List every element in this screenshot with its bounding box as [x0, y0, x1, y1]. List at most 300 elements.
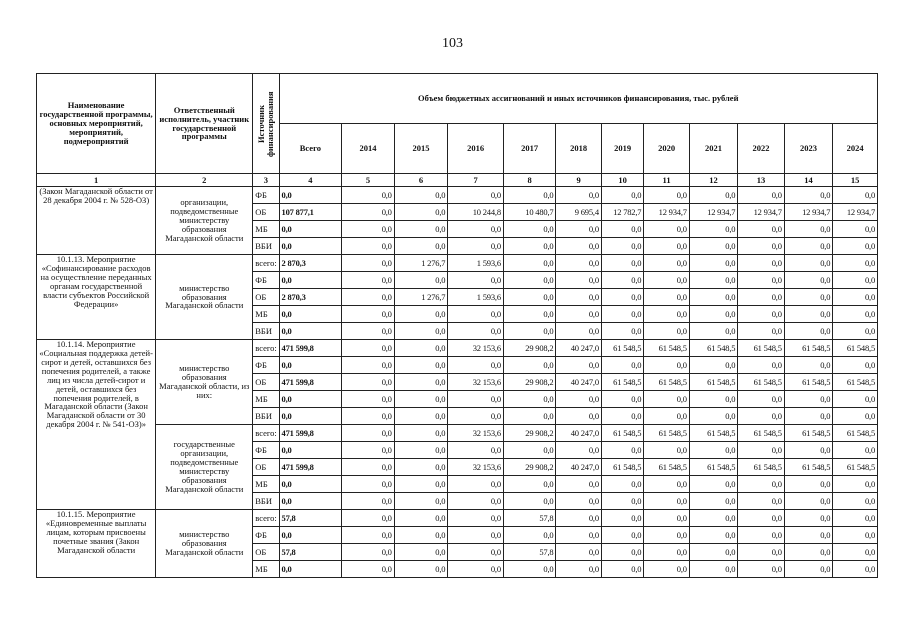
year-value: 0,0 [601, 255, 643, 272]
year-value: 61 548,5 [601, 425, 643, 442]
year-value: 0,0 [689, 187, 738, 204]
year-value: 0,0 [342, 238, 395, 255]
year-value: 0,0 [503, 272, 556, 289]
year-value: 0,0 [833, 255, 878, 272]
year-value: 61 548,5 [784, 459, 833, 476]
column-number: 8 [503, 174, 556, 187]
column-number: 4 [279, 174, 342, 187]
year-value: 0,0 [833, 493, 878, 510]
total-value: 0,0 [279, 561, 342, 578]
year-value: 61 548,5 [644, 374, 689, 391]
year-value: 12 782,7 [601, 204, 643, 221]
header-year: 2018 [556, 124, 601, 174]
year-value: 29 908,2 [503, 459, 556, 476]
year-value: 0,0 [601, 391, 643, 408]
year-value: 32 153,6 [448, 425, 504, 442]
year-value: 0,0 [394, 306, 448, 323]
year-value: 0,0 [738, 510, 784, 527]
total-value: 0,0 [279, 391, 342, 408]
year-value: 0,0 [394, 561, 448, 578]
year-value: 0,0 [503, 255, 556, 272]
year-value: 0,0 [394, 187, 448, 204]
executor-cell: государственные организации, подведомственные министерству образования Магаданской области [156, 425, 253, 510]
year-value: 0,0 [342, 442, 395, 459]
executor-cell: министерство образования Магаданской области, из них: [156, 340, 253, 425]
year-value: 0,0 [394, 340, 448, 357]
year-value: 0,0 [833, 391, 878, 408]
year-value: 0,0 [689, 323, 738, 340]
total-value: 0,0 [279, 187, 342, 204]
header-year: 2016 [448, 124, 504, 174]
header-year: 2019 [601, 124, 643, 174]
total-value: 0,0 [279, 323, 342, 340]
year-value: 0,0 [556, 391, 601, 408]
column-number: 13 [738, 174, 784, 187]
year-value: 0,0 [556, 544, 601, 561]
year-value: 0,0 [342, 255, 395, 272]
year-value: 0,0 [342, 459, 395, 476]
funding-source: ОБ [253, 544, 279, 561]
year-value: 0,0 [644, 510, 689, 527]
year-value: 61 548,5 [644, 459, 689, 476]
year-value: 0,0 [394, 527, 448, 544]
total-value: 0,0 [279, 238, 342, 255]
funding-source: всего: [253, 255, 279, 272]
column-number: 9 [556, 174, 601, 187]
year-value: 0,0 [784, 187, 833, 204]
year-value: 0,0 [833, 357, 878, 374]
header-executor: Ответственный исполнитель, участник государственной программы [156, 74, 253, 174]
year-value: 0,0 [689, 391, 738, 408]
year-value: 0,0 [784, 510, 833, 527]
funding-source: ФБ [253, 527, 279, 544]
total-value: 0,0 [279, 476, 342, 493]
year-value: 0,0 [689, 527, 738, 544]
year-value: 57,8 [503, 510, 556, 527]
year-value: 0,0 [644, 306, 689, 323]
year-value: 0,0 [342, 408, 395, 425]
year-value: 0,0 [738, 493, 784, 510]
header-total: Всего [279, 124, 342, 174]
year-value: 0,0 [784, 527, 833, 544]
year-value: 0,0 [448, 187, 504, 204]
year-value: 61 548,5 [833, 340, 878, 357]
table-row [37, 340, 878, 357]
year-value: 0,0 [448, 272, 504, 289]
year-value: 0,0 [644, 289, 689, 306]
year-value: 0,0 [342, 221, 395, 238]
funding-source: всего: [253, 425, 279, 442]
year-value: 40 247,0 [556, 459, 601, 476]
year-value: 61 548,5 [833, 374, 878, 391]
year-value: 0,0 [738, 187, 784, 204]
year-value: 0,0 [784, 289, 833, 306]
funding-source: ФБ [253, 357, 279, 374]
year-value: 0,0 [601, 408, 643, 425]
year-value: 29 908,2 [503, 374, 556, 391]
year-value: 0,0 [689, 408, 738, 425]
year-value: 0,0 [601, 561, 643, 578]
year-value: 0,0 [342, 425, 395, 442]
year-value: 0,0 [394, 510, 448, 527]
year-value: 0,0 [833, 221, 878, 238]
year-value: 61 548,5 [784, 340, 833, 357]
year-value: 0,0 [448, 561, 504, 578]
year-value: 0,0 [394, 238, 448, 255]
year-value: 29 908,2 [503, 340, 556, 357]
year-value: 0,0 [784, 544, 833, 561]
year-value: 0,0 [738, 238, 784, 255]
total-value: 0,0 [279, 272, 342, 289]
year-value: 0,0 [689, 289, 738, 306]
year-value: 1 593,6 [448, 289, 504, 306]
year-value: 0,0 [556, 357, 601, 374]
year-value: 0,0 [689, 238, 738, 255]
year-value: 57,8 [503, 544, 556, 561]
year-value: 0,0 [394, 272, 448, 289]
year-value: 0,0 [503, 289, 556, 306]
year-value: 1 276,7 [394, 255, 448, 272]
total-value: 471 599,8 [279, 374, 342, 391]
year-value: 0,0 [644, 561, 689, 578]
funding-source: ФБ [253, 187, 279, 204]
year-value: 0,0 [833, 561, 878, 578]
year-value: 61 548,5 [738, 340, 784, 357]
year-value: 0,0 [601, 544, 643, 561]
year-value: 0,0 [738, 442, 784, 459]
year-value: 0,0 [601, 357, 643, 374]
year-value: 0,0 [394, 391, 448, 408]
year-value: 0,0 [644, 187, 689, 204]
year-value: 0,0 [644, 493, 689, 510]
year-value: 0,0 [644, 476, 689, 493]
year-value: 0,0 [394, 476, 448, 493]
year-value: 0,0 [738, 357, 784, 374]
year-value: 0,0 [738, 544, 784, 561]
total-value: 0,0 [279, 357, 342, 374]
year-value: 0,0 [394, 544, 448, 561]
year-value: 0,0 [644, 357, 689, 374]
header-year: 2023 [784, 124, 833, 174]
year-value: 61 548,5 [738, 374, 784, 391]
year-value: 0,0 [601, 493, 643, 510]
year-value: 0,0 [448, 544, 504, 561]
total-value: 57,8 [279, 510, 342, 527]
year-value: 0,0 [503, 187, 556, 204]
year-value: 0,0 [601, 238, 643, 255]
year-value: 0,0 [601, 187, 643, 204]
total-value: 0,0 [279, 493, 342, 510]
year-value: 0,0 [342, 187, 395, 204]
year-value: 0,0 [556, 238, 601, 255]
year-value: 0,0 [689, 510, 738, 527]
header-budget-volume: Объем бюджетных ассигнований и иных источников финансирования, тыс. рублей [279, 74, 877, 124]
year-value: 10 244,8 [448, 204, 504, 221]
year-value: 0,0 [689, 306, 738, 323]
year-value: 0,0 [342, 510, 395, 527]
year-value: 29 908,2 [503, 425, 556, 442]
column-number: 7 [448, 174, 504, 187]
executor-cell: министерство образования Магаданской области [156, 255, 253, 340]
year-value: 0,0 [503, 476, 556, 493]
year-value: 0,0 [503, 238, 556, 255]
year-value: 0,0 [342, 476, 395, 493]
year-value: 0,0 [689, 493, 738, 510]
year-value: 0,0 [556, 476, 601, 493]
year-value: 0,0 [738, 221, 784, 238]
year-value: 0,0 [738, 323, 784, 340]
year-value: 0,0 [448, 476, 504, 493]
year-value: 0,0 [601, 221, 643, 238]
year-value: 0,0 [342, 493, 395, 510]
table-row [37, 255, 878, 272]
year-value: 0,0 [689, 476, 738, 493]
year-value: 0,0 [689, 442, 738, 459]
year-value: 0,0 [833, 289, 878, 306]
year-value: 12 934,7 [784, 204, 833, 221]
year-value: 0,0 [503, 391, 556, 408]
program-name-cell: 10.1.14. Мероприятие «Социальная поддержка детей-сирот и детей, оставшихся без попечения родителей, а также лиц из числа детей-сирот и детей, оставшихся без попечения родителей, в Магаданской области (Закон Магаданской области от 30 декабря 2004 г. № 541-ОЗ)» [37, 340, 156, 510]
year-value: 0,0 [448, 510, 504, 527]
year-value: 0,0 [342, 561, 395, 578]
funding-source: всего: [253, 340, 279, 357]
year-value: 0,0 [784, 272, 833, 289]
year-value: 0,0 [556, 561, 601, 578]
column-number: 1 [37, 174, 156, 187]
year-value: 0,0 [601, 527, 643, 544]
year-value: 0,0 [342, 544, 395, 561]
year-value: 61 548,5 [601, 459, 643, 476]
year-value: 61 548,5 [689, 459, 738, 476]
funding-source: МБ [253, 391, 279, 408]
year-value: 1 593,6 [448, 255, 504, 272]
funding-source: ВБИ [253, 408, 279, 425]
funding-source: ВБИ [253, 238, 279, 255]
year-value: 0,0 [601, 510, 643, 527]
year-value: 0,0 [738, 289, 784, 306]
year-value: 0,0 [784, 357, 833, 374]
year-value: 0,0 [448, 493, 504, 510]
year-value: 0,0 [784, 391, 833, 408]
year-value: 0,0 [448, 527, 504, 544]
year-value: 0,0 [448, 238, 504, 255]
header-year: 2017 [503, 124, 556, 174]
year-value: 0,0 [394, 493, 448, 510]
year-value: 0,0 [644, 323, 689, 340]
year-value: 61 548,5 [644, 425, 689, 442]
year-value: 10 480,7 [503, 204, 556, 221]
header-year: 2022 [738, 124, 784, 174]
year-value: 61 548,5 [689, 374, 738, 391]
year-value: 0,0 [394, 442, 448, 459]
year-value: 0,0 [448, 391, 504, 408]
year-value: 0,0 [394, 204, 448, 221]
year-value: 0,0 [503, 357, 556, 374]
year-value: 61 548,5 [833, 425, 878, 442]
year-value: 0,0 [784, 442, 833, 459]
year-value: 1 276,7 [394, 289, 448, 306]
year-value: 0,0 [689, 357, 738, 374]
year-value: 0,0 [644, 221, 689, 238]
year-value: 12 934,7 [689, 204, 738, 221]
year-value: 0,0 [644, 255, 689, 272]
executor-cell: министерство образования Магаданской области [156, 510, 253, 578]
year-value: 0,0 [503, 442, 556, 459]
year-value: 0,0 [689, 221, 738, 238]
year-value: 0,0 [448, 408, 504, 425]
year-value: 0,0 [448, 306, 504, 323]
funding-source: ФБ [253, 442, 279, 459]
budget-table [36, 73, 878, 578]
year-value: 61 548,5 [601, 340, 643, 357]
year-value: 12 934,7 [833, 204, 878, 221]
header-year: 2020 [644, 124, 689, 174]
year-value: 0,0 [833, 476, 878, 493]
year-value: 0,0 [689, 272, 738, 289]
year-value: 0,0 [342, 340, 395, 357]
year-value: 0,0 [556, 289, 601, 306]
year-value: 0,0 [342, 272, 395, 289]
year-value: 0,0 [784, 323, 833, 340]
year-value: 32 153,6 [448, 374, 504, 391]
year-value: 40 247,0 [556, 425, 601, 442]
year-value: 0,0 [601, 323, 643, 340]
year-value: 0,0 [833, 510, 878, 527]
year-value: 0,0 [448, 221, 504, 238]
column-numbers-row [37, 174, 878, 187]
total-value: 2 870,3 [279, 289, 342, 306]
year-value: 61 548,5 [644, 340, 689, 357]
funding-source: ОБ [253, 459, 279, 476]
year-value: 0,0 [784, 306, 833, 323]
year-value: 0,0 [738, 527, 784, 544]
year-value: 0,0 [689, 544, 738, 561]
year-value: 0,0 [833, 187, 878, 204]
year-value: 0,0 [556, 527, 601, 544]
year-value: 0,0 [644, 391, 689, 408]
year-value: 61 548,5 [738, 459, 784, 476]
year-value: 0,0 [689, 561, 738, 578]
funding-source: ФБ [253, 272, 279, 289]
year-value: 0,0 [644, 238, 689, 255]
year-value: 0,0 [556, 493, 601, 510]
year-value: 0,0 [342, 527, 395, 544]
year-value: 0,0 [342, 374, 395, 391]
total-value: 471 599,8 [279, 425, 342, 442]
year-value: 0,0 [342, 357, 395, 374]
column-number: 6 [394, 174, 448, 187]
year-value: 0,0 [644, 527, 689, 544]
column-number: 14 [784, 174, 833, 187]
year-value: 0,0 [394, 357, 448, 374]
year-value: 0,0 [738, 391, 784, 408]
year-value: 0,0 [738, 476, 784, 493]
total-value: 107 877,1 [279, 204, 342, 221]
year-value: 0,0 [556, 187, 601, 204]
header-year: 2024 [833, 124, 878, 174]
year-value: 0,0 [556, 323, 601, 340]
year-value: 9 695,4 [556, 204, 601, 221]
year-value: 0,0 [738, 272, 784, 289]
year-value: 0,0 [784, 255, 833, 272]
year-value: 0,0 [601, 476, 643, 493]
funding-source: МБ [253, 561, 279, 578]
year-value: 61 548,5 [689, 340, 738, 357]
column-number: 12 [689, 174, 738, 187]
year-value: 0,0 [448, 357, 504, 374]
table-row [37, 510, 878, 527]
year-value: 0,0 [503, 306, 556, 323]
year-value: 0,0 [833, 323, 878, 340]
year-value: 0,0 [556, 510, 601, 527]
year-value: 0,0 [556, 221, 601, 238]
column-number: 10 [601, 174, 643, 187]
year-value: 0,0 [833, 442, 878, 459]
year-value: 0,0 [784, 238, 833, 255]
column-number: 2 [156, 174, 253, 187]
year-value: 0,0 [784, 561, 833, 578]
funding-source: всего: [253, 510, 279, 527]
year-value: 0,0 [448, 442, 504, 459]
year-value: 0,0 [556, 306, 601, 323]
year-value: 0,0 [503, 561, 556, 578]
year-value: 0,0 [394, 459, 448, 476]
year-value: 0,0 [448, 323, 504, 340]
year-value: 0,0 [738, 561, 784, 578]
year-value: 0,0 [394, 374, 448, 391]
program-name-cell: 10.1.13. Мероприятие «Софинансирование расходов на осуществление переданных органам государственной власти субъектов Российской Федерации» [37, 255, 156, 340]
funding-source: МБ [253, 221, 279, 238]
year-value: 61 548,5 [784, 425, 833, 442]
year-value: 0,0 [833, 544, 878, 561]
total-value: 471 599,8 [279, 459, 342, 476]
program-name-cell: (Закон Магаданской области от 28 декабря 2004 г. № 528-ОЗ) [37, 187, 156, 255]
year-value: 0,0 [644, 544, 689, 561]
funding-source: МБ [253, 306, 279, 323]
year-value: 0,0 [689, 255, 738, 272]
year-value: 0,0 [503, 408, 556, 425]
year-value: 0,0 [833, 272, 878, 289]
year-value: 0,0 [644, 272, 689, 289]
year-value: 0,0 [503, 493, 556, 510]
year-value: 40 247,0 [556, 340, 601, 357]
funding-source: ОБ [253, 374, 279, 391]
header-source-label: Источник финансирования [255, 90, 275, 157]
total-value: 0,0 [279, 527, 342, 544]
column-number: 15 [833, 174, 878, 187]
year-value: 0,0 [556, 408, 601, 425]
header-year: 2014 [342, 124, 395, 174]
year-value: 0,0 [644, 442, 689, 459]
year-value: 61 548,5 [738, 425, 784, 442]
year-value: 0,0 [556, 255, 601, 272]
program-name-cell: 10.1.15. Мероприятие «Единовременные выплаты лицам, которым присвоены почетные звания (Закон Магаданской области [37, 510, 156, 578]
year-value: 0,0 [738, 306, 784, 323]
year-value: 0,0 [342, 306, 395, 323]
year-value: 0,0 [342, 323, 395, 340]
year-value: 0,0 [601, 289, 643, 306]
funding-source: ВБИ [253, 323, 279, 340]
total-value: 0,0 [279, 442, 342, 459]
total-value: 0,0 [279, 408, 342, 425]
year-value: 0,0 [738, 408, 784, 425]
executor-cell: организации, подведомственные министерству образования Магаданской области [156, 187, 253, 255]
year-value: 0,0 [342, 289, 395, 306]
year-value: 0,0 [833, 527, 878, 544]
year-value: 0,0 [738, 255, 784, 272]
table-header [37, 74, 878, 174]
total-value: 57,8 [279, 544, 342, 561]
